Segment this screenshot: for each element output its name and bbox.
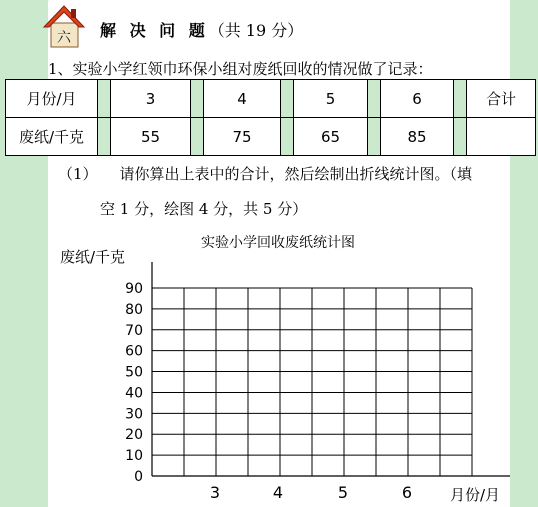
y-tick-label: 20 [125,427,143,444]
y-tick-label: 60 [125,343,143,360]
total-label-cell: 合计 [467,80,536,118]
y-tick-label: 30 [125,406,143,423]
value-cell: 65 [294,118,368,156]
sub-question-number: （1） [58,165,98,183]
x-tick-label: 3 [209,483,221,502]
month-cell: 3 [111,80,191,118]
y-tick-label: 0 [134,469,143,485]
y-tick-label: 80 [125,301,143,318]
y-tick-label: 50 [125,364,143,381]
value-cell: 75 [204,118,281,156]
sub-question-line2: 空 1 分，绘图 4 分，共 5 分） [100,200,308,218]
x-tick-label: 4 [272,483,284,502]
y-tick-label: 90 [125,281,143,297]
y-axis-label: 废纸/千克 [60,248,126,266]
section-title-note: （共 19 分） [208,21,304,40]
section-title: 解 决 问 题 [100,21,209,40]
y-tick-label: 40 [125,385,143,402]
y-tick-label: 10 [125,448,143,465]
month-cell: 5 [294,80,368,118]
sub-question-text: 请你算出上表中的合计，然后绘制出折线统计图。（填 [119,165,473,183]
value-cell: 55 [111,118,191,156]
y-tick-label: 70 [125,322,143,339]
row-header-month: 月份/月 [6,80,98,118]
question-text: 1、实验小学红领巾环保小组对废纸回收的情况做了记录： [48,60,433,78]
chart-title: 实验小学回收废纸统计图 [201,235,355,251]
x-axis-label: 月份/月 [450,486,501,504]
month-cell: 6 [381,80,454,118]
x-tick-label: 6 [401,483,413,502]
icon-glyph: 六 [57,30,71,46]
value-cell: 85 [381,118,454,156]
chart-grid [152,262,510,476]
month-cell: 4 [204,80,281,118]
x-tick-label: 5 [337,483,349,502]
chart-ticks [125,281,412,502]
row-header-weight: 废纸/千克 [6,118,98,156]
